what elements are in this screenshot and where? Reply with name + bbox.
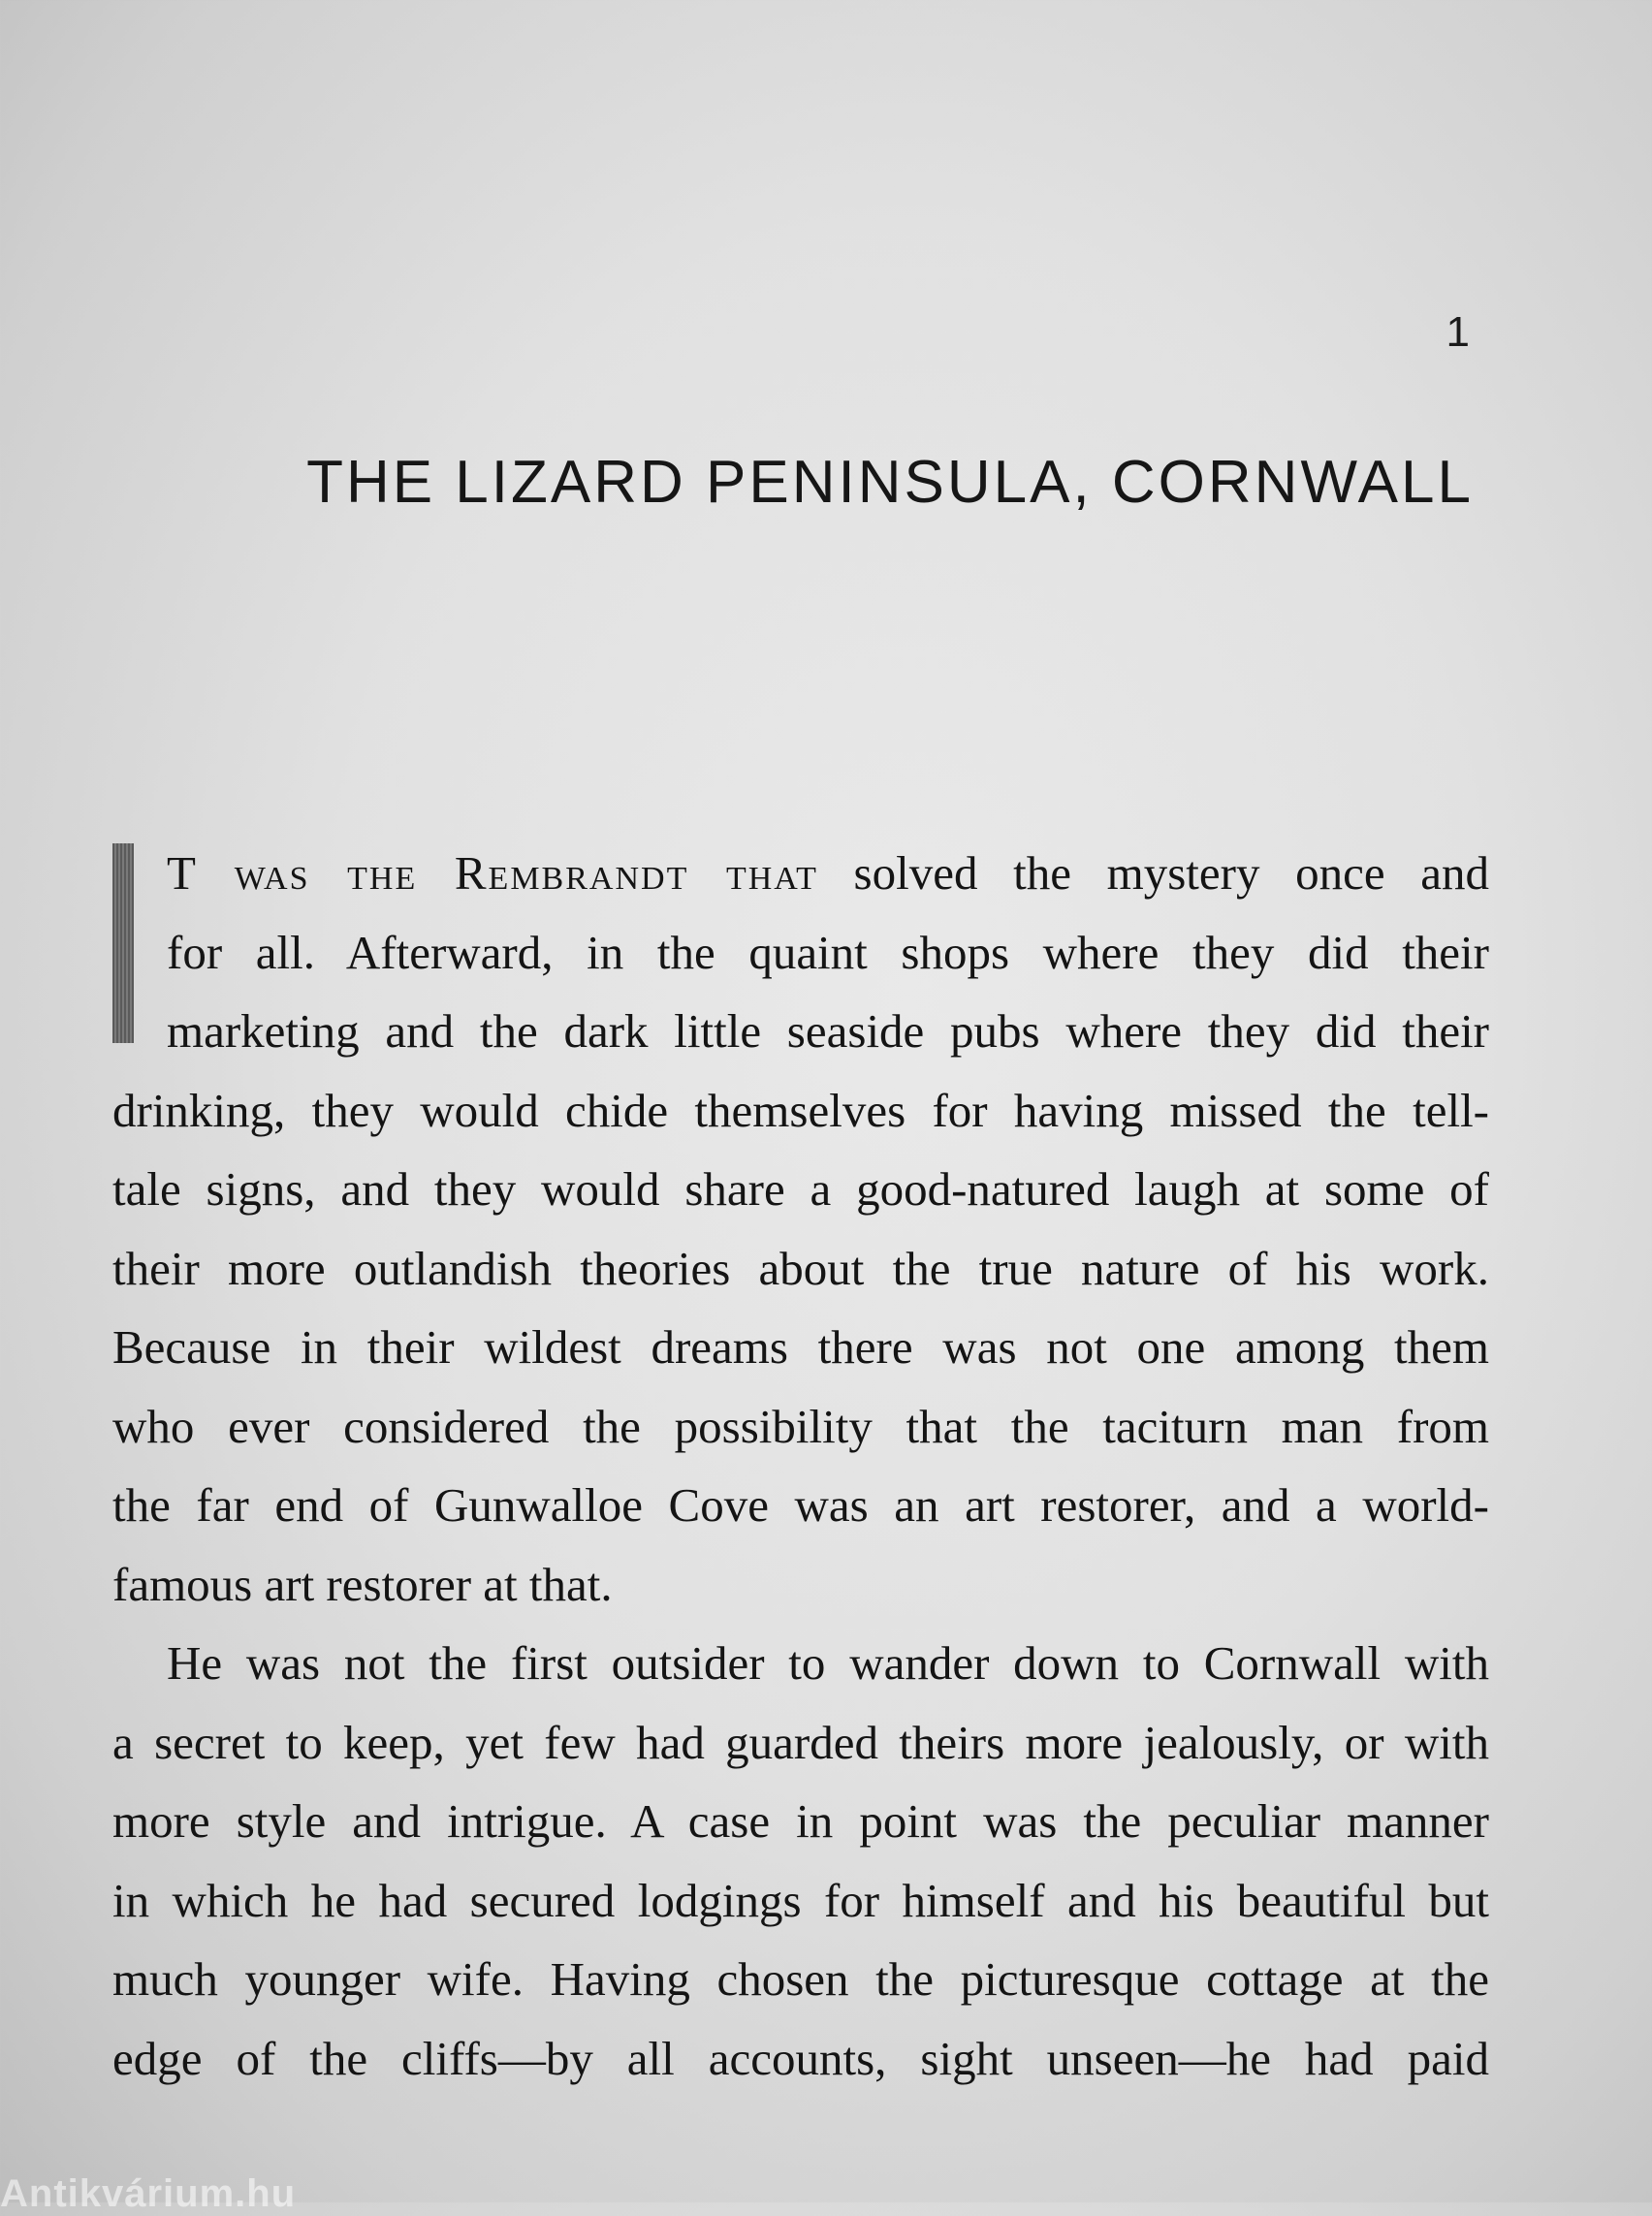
text-line: edge of the cliffs—by all accounts, sight unseen—he had paid xyxy=(112,2031,1489,2085)
text-line: tale signs, and they would share a good-natured laugh at some of xyxy=(112,1162,1489,1216)
text-line: for all. Afterward, in the quaint shops where they did their xyxy=(167,925,1489,979)
chapter-number: 1 xyxy=(1446,308,1470,356)
watermark-logo: Antikvárium.hu xyxy=(0,2172,297,2215)
text-line: their more outlandish theories about the true nature of his work. xyxy=(112,1241,1489,1295)
body-text xyxy=(112,834,1489,2098)
small-caps-opening: T was the Rembrandt that xyxy=(167,846,818,900)
line-text: solved the mystery once and xyxy=(817,846,1489,900)
text-line: marketing and the dark little seaside pubs where they did their xyxy=(167,1004,1489,1058)
text-line: drinking, they would chide themselves for having missed the tell- xyxy=(112,1083,1489,1137)
text-line: a secret to keep, yet few had guarded theirs more jealously, or with xyxy=(112,1715,1489,1769)
text-line: who ever considered the possibility that the taciturn man from xyxy=(112,1399,1489,1453)
chapter-title: THE LIZARD PENINSULA, CORNWALL xyxy=(306,449,1474,516)
text-line: the far end of Gunwalloe Cove was an art restorer, and a world- xyxy=(112,1478,1489,1532)
text-line: much younger wife. Having chosen the picturesque cottage at the xyxy=(112,1952,1489,2006)
text-line: Because in their wildest dreams there was not one among them xyxy=(112,1320,1489,1374)
text-line: famous art restorer at that. xyxy=(112,1557,613,1611)
text-line: in which he had secured lodgings for himself and his beautiful but xyxy=(112,1873,1489,1927)
text-line: more style and intrigue. A case in point was the peculiar manner xyxy=(112,1794,1489,1848)
text-line xyxy=(112,834,1489,913)
text-line: He was not the first outsider to wander down to Cornwall with xyxy=(167,1636,1489,1690)
